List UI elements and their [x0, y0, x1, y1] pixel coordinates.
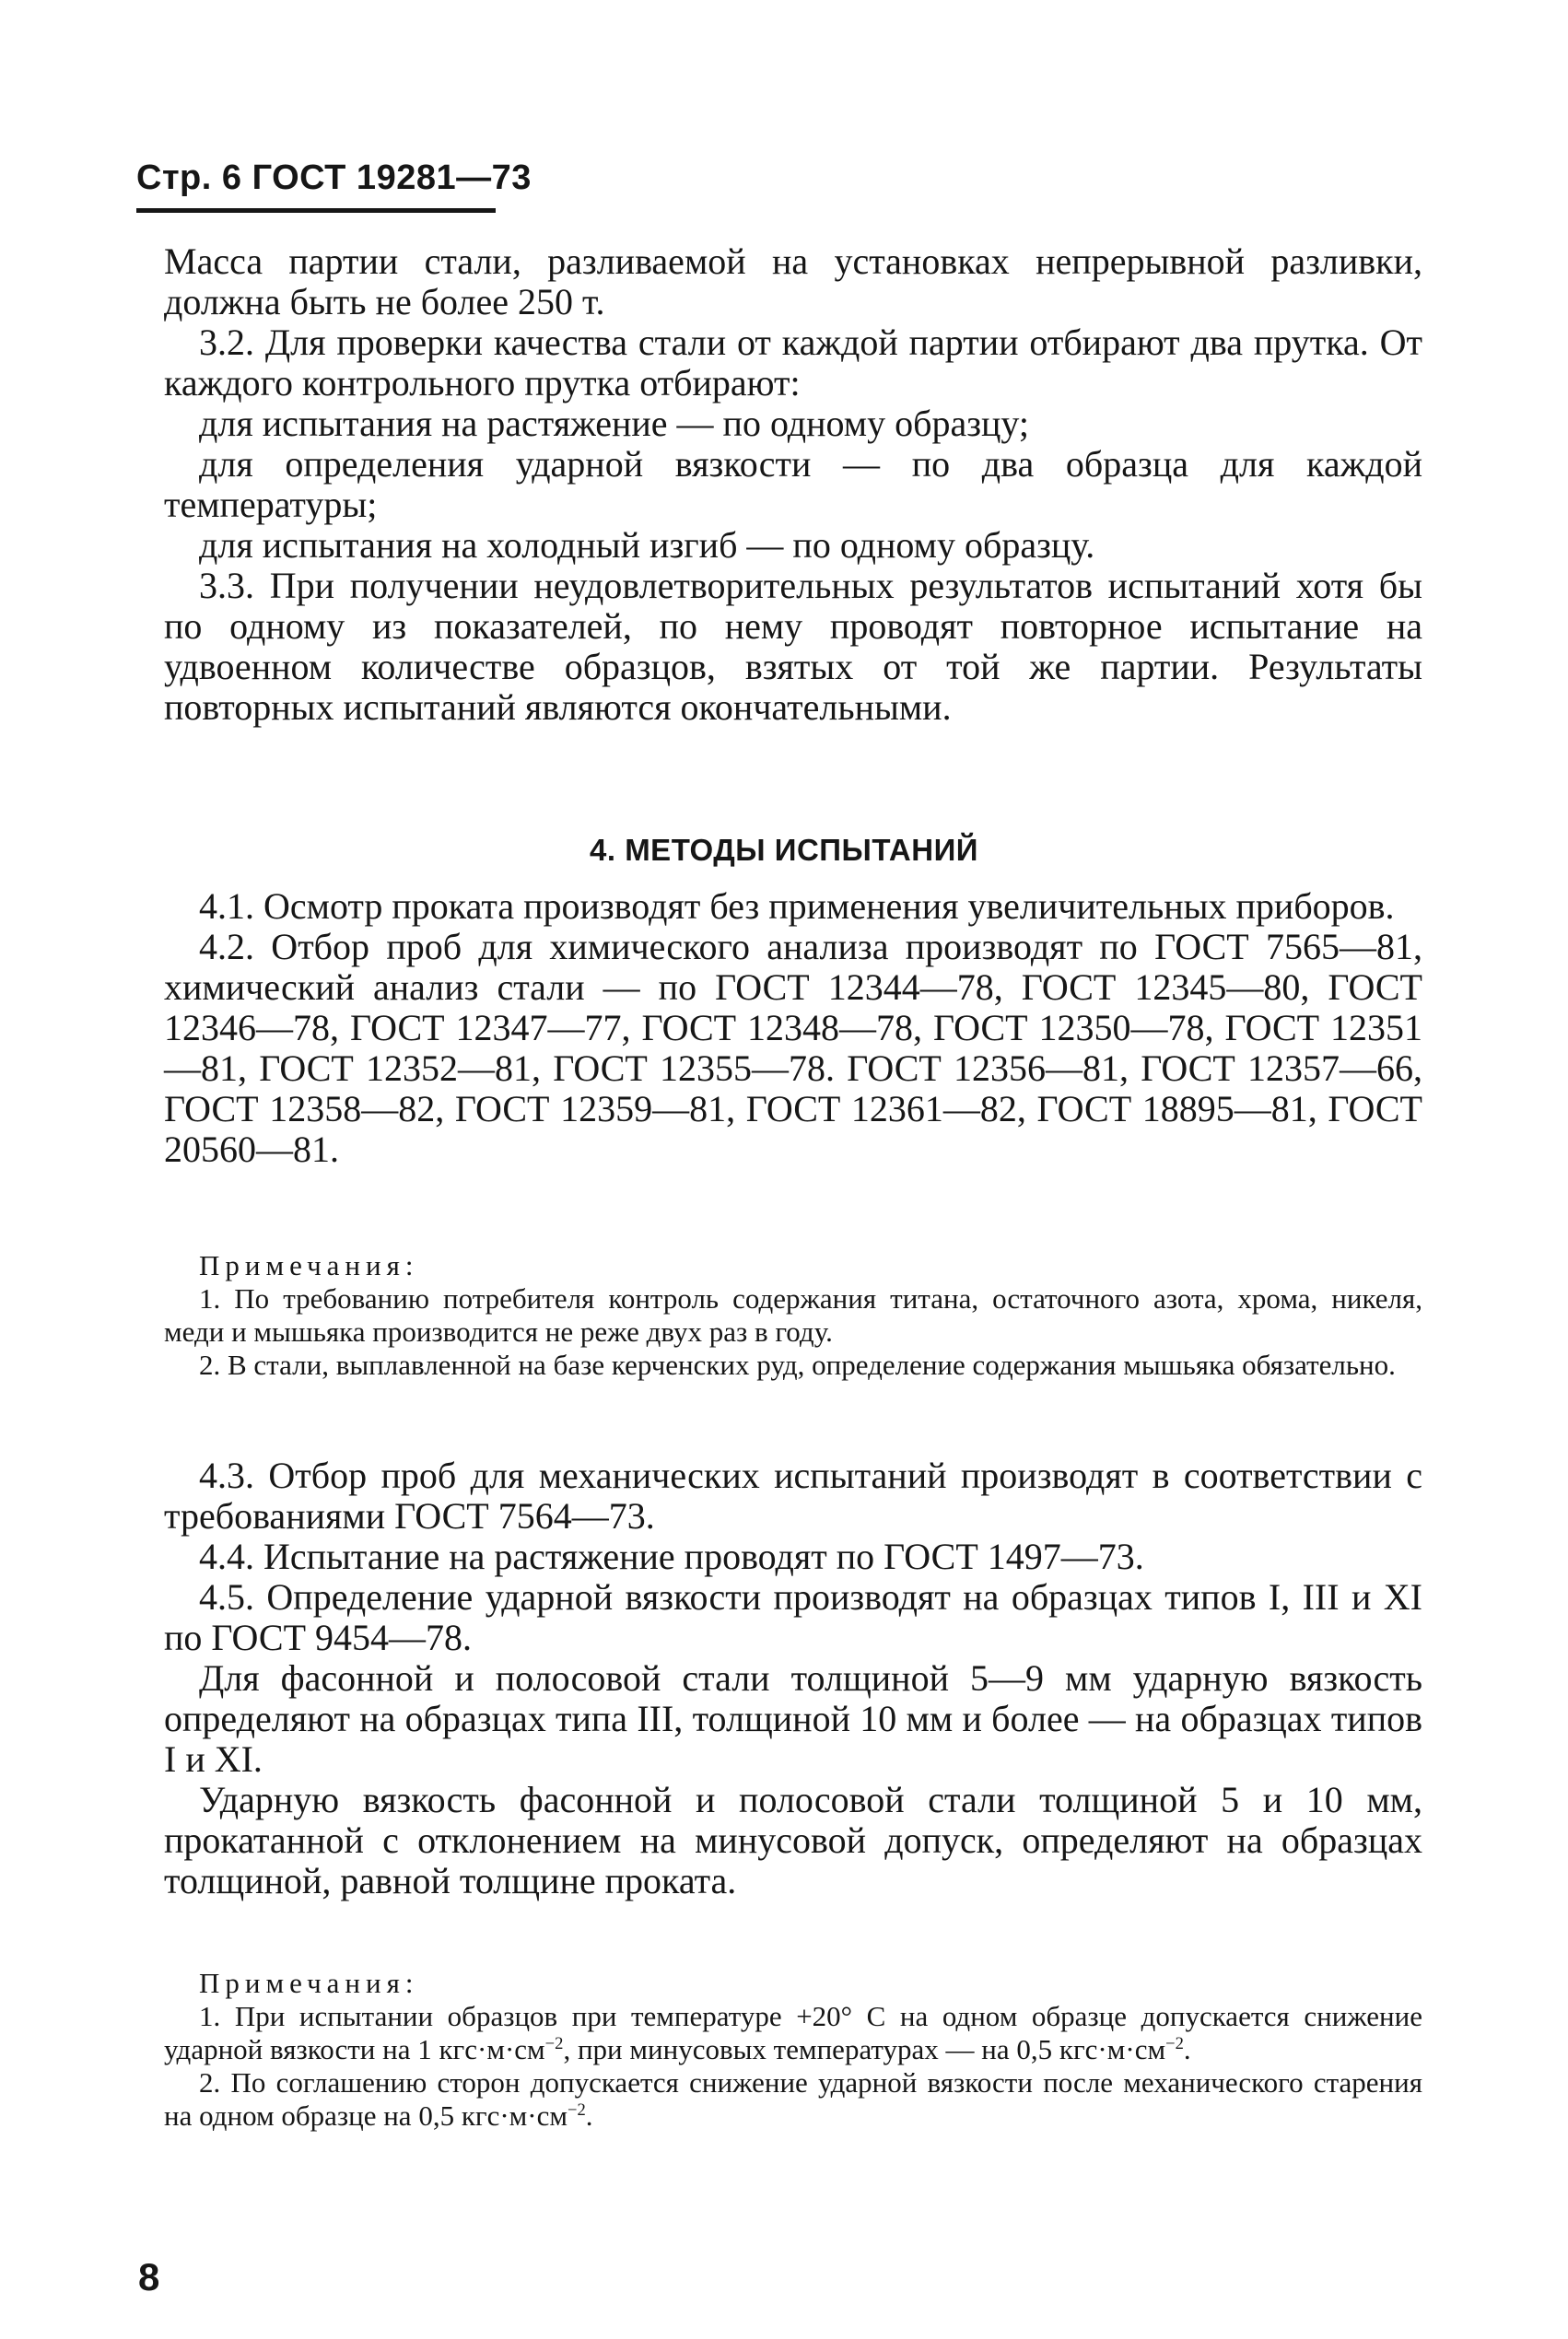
note-item: 1. По требованию потребителя контроль содержания титана, остаточного азота, хрома, никеля, меди и мышьяка производится не реже двух раз в году. [164, 1282, 1422, 1348]
notes-heading: Примечания: [199, 1249, 419, 1281]
section-4-title: 4. МЕТОДЫ ИСПЫТАНИЙ [590, 833, 978, 867]
running-head: Стр. 6 ГОСТ 19281—73 [136, 158, 532, 197]
notes-block-2 [164, 1967, 1422, 2133]
note-item: 2. В стали, выплавленной на базе керченских руд, определение содержания мышьяка обязательно. [199, 1349, 1396, 1381]
paragraph-impact-toughness: Ударную вязкость фасонной и полосовой стали толщиной 5 и 10 мм, прокатанной с отклонением на минусовой допуск, определяют на образцах толщиной, равной толщине проката. [164, 1779, 1422, 1901]
superscript-exponent: −2 [568, 2099, 586, 2120]
notes-block-1 [164, 1249, 1422, 1382]
paragraph-4-1: 4.1. Осмотр проката производят без применения увеличительных приборов. [199, 885, 1395, 927]
paragraph-3-3: 3.3. При получении неудовлетворительных результатов испытаний хотя бы по одному из показателей, по нему проводят повторное испытание на удвоенном количестве образцов, взятых от той же партии. Результаты повторных испытаний являются окончательными. [164, 565, 1422, 728]
superscript-exponent: −2 [544, 2033, 564, 2053]
paragraph-4-4: 4.4. Испытание на растяжение проводят по ГОСТ 1497—73. [199, 1536, 1144, 1577]
section-4-text-continued [164, 1456, 1422, 1901]
list-item-impact: для определения ударной вязкости — по два образца для каждой температуры; [164, 443, 1422, 525]
page-number: 8 [138, 2255, 160, 2298]
paragraph-4-3: 4.3. Отбор проб для механических испытаний производят в соответствии с требованиями ГОСТ 7564—73. [164, 1455, 1422, 1537]
paragraph-4-2: 4.2. Отбор проб для химического анализа производят по ГОСТ 7565—81, химический анализ стали — по ГОСТ 12344—78, ГОСТ 12345—80, ГОСТ 12346—78, ГОСТ 12347—77, ГОСТ 12348—78, ГОСТ 12350—78, ГОСТ 12351—81, ГОСТ 12352—81, ГОСТ 12355—78. ГОСТ 12356—81, ГОСТ 12357—66, ГОСТ 12358—82, ГОСТ 12359—81, ГОСТ 12361—82, ГОСТ 18895—81, ГОСТ 20560—81. [164, 926, 1422, 1170]
paragraph-specimen-types: Для фасонной и полосовой стали толщиной 5—9 мм ударную вязкость определяют на образцах типа III, толщиной 10 мм и более — на образцах типов I и XI. [164, 1657, 1422, 1780]
notes-heading: Примечания: [199, 1967, 419, 1999]
list-item-bend: для испытания на холодный изгиб — по одному образцу. [199, 524, 1095, 566]
section-4-text [164, 886, 1422, 1170]
list-item-tension: для испытания на растяжение — по одному образцу; [199, 403, 1029, 444]
paragraph-3-2: 3.2. Для проверки качества стали от каждой партии отбирают два прутка. От каждого контрольного прутка отбирают: [164, 322, 1422, 403]
section-3-text [164, 241, 1422, 728]
paragraph-4-5: 4.5. Определение ударной вязкости производят на образцах типов I, III и XI по ГОСТ 9454—78. [164, 1576, 1422, 1658]
header-rule [136, 208, 496, 213]
note-item: 1. При испытании образцов при температуре +20° С на одном образце допускается снижение ударной вязкости на 1 $кгс\cdot м\cdot см^{-2}$, при минусовых температурах — на 0,5 $кгс\cdot м\cdot см^{-2}$. [164, 2000, 1422, 2065]
superscript-exponent: −2 [1165, 2033, 1184, 2053]
paragraph-batch-mass: Масса партии стали, разливаемой на установках непрерывной разливки, должна быть не более 250 т. [164, 240, 1422, 322]
note-item: 2. По соглашению сторон допускается снижение ударной вязкости после механического старения на одном образце на 0,5 $кгс\cdot м\cdot см^{-2}$. [164, 2066, 1422, 2132]
